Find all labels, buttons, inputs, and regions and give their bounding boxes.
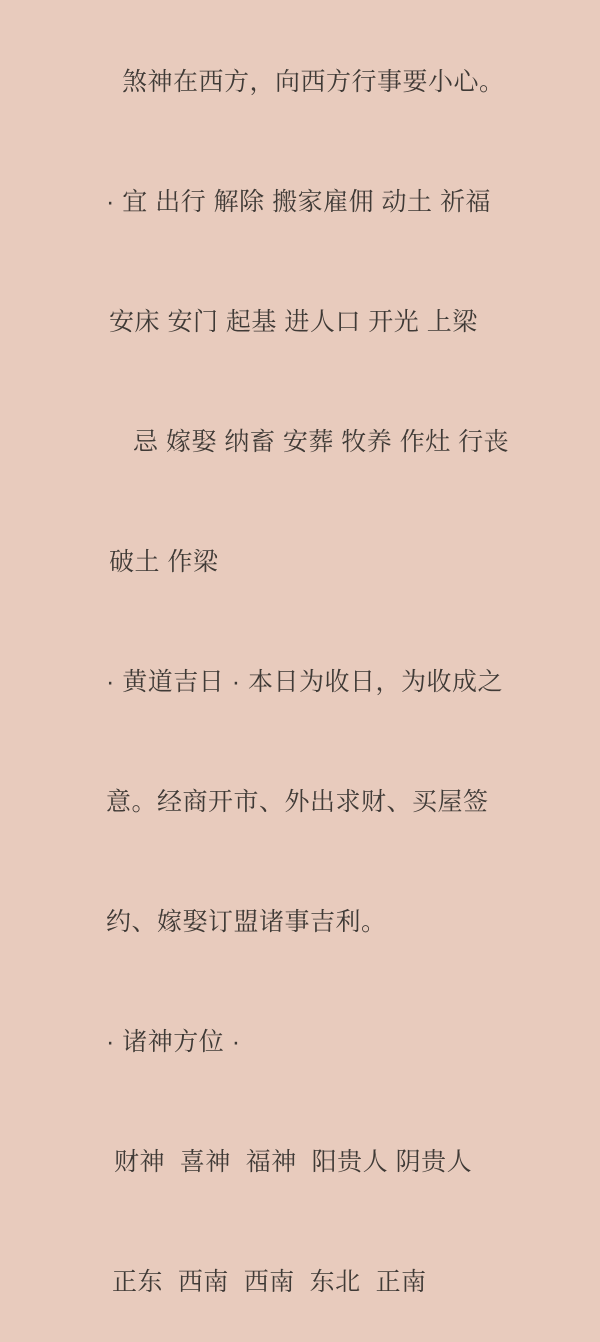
line-gods-heading: · 诸神方位 · [106, 1028, 241, 1056]
line-huangdao-3: 约、嫁娶订盟诸事吉利。 [106, 908, 387, 936]
line-ji-2: 破土 作梁 [109, 548, 219, 576]
line-huangdao-1: · 黄道吉日 · 本日为收日，为收成之 [106, 668, 503, 696]
line-gods-names: 财神 喜神 福神 阳贵人 阴贵人 [114, 1148, 473, 1176]
line-yi-2: 安床 安门 起基 进人口 开光 上梁 [109, 308, 478, 336]
line-huangdao-2: 意。经商开市、外出求财、买屋签 [106, 788, 489, 816]
line-gods-directions: 正东 西南 西南 东北 正南 [112, 1268, 427, 1296]
line-yi-1: · 宜 出行 解除 搬家雇佣 动土 祈福 [106, 188, 492, 216]
line-ji-1: 忌 嫁娶 纳畜 安葬 牧养 作灶 行丧 [133, 428, 510, 456]
line-sha-warning: 煞神在西方，向西方行事要小心。 [122, 68, 505, 96]
